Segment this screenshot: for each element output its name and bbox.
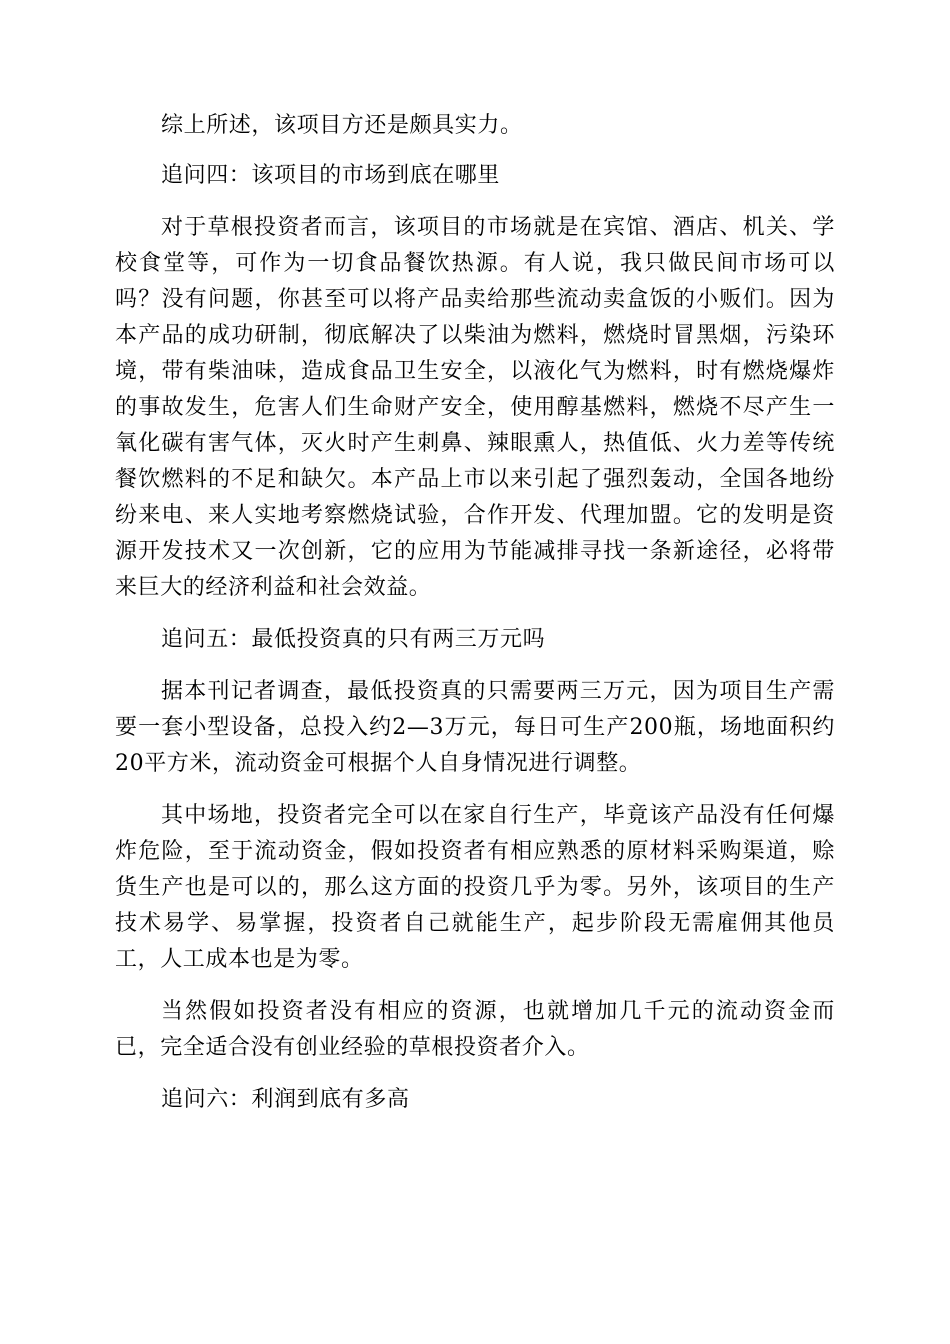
paragraph-investment: 据本刊记者调查，最低投资真的只需要两三万元，因为项目生产需要一套小型设备，总投入约2—3万元，每日可生产200瓶，场地面积约20平方米，流动资金可根据个人自身情况进行调整。: [115, 679, 835, 776]
heading-question-four: 追问四：该项目的市场到底在哪里: [161, 163, 501, 188]
paragraph-venue-capital: 其中场地，投资者完全可以在家自行生产，毕竟该产品没有任何爆炸危险，至于流动资金，假如投资者有相应熟悉的原材料采购渠道，赊货生产也是可以的，那么这方面的投资几乎为零。另外，该项目的生产技术易学、易掌握，投资者自己就能生产，起步阶段无需雇佣其他员工，人工成本也是为零。: [115, 803, 835, 972]
document-page: [115, 108, 835, 1118]
paragraph-summary: 综上所述，该项目方还是颇具实力。: [161, 113, 523, 138]
heading-question-six: 追问六：利润到底有多高: [161, 1087, 410, 1112]
paragraph-market: 对于草根投资者而言，该项目的市场就是在宾馆、酒店、机关、学校食堂等，可作为一切食品餐饮热源。有人说，我只做民间市场可以吗？没有问题，你甚至可以将产品卖给那些流动卖盒饭的小贩们。因为本产品的成功研制，彻底解决了以柴油为燃料，燃烧时冒黑烟，污染环境，带有柴油味，造成食品卫生安全，以液化气为燃料，时有燃烧爆炸的事故发生，危害人们生命财产安全，使用醇基燃料，燃烧不尽产生一氧化碳有害气体，灭火时产生刺鼻、辣眼熏人，热值低、火力差等传统餐饮燃料的不足和缺欠。本产品上市以来引起了强烈轰动，全国各地纷纷来电、来人实地考察燃烧试验，合作开发、代理加盟。它的发明是资源开发技术又一次创新，它的应用为节能减排寻找一条新途径，必将带来巨大的经济利益和社会效益。: [115, 215, 835, 600]
paragraph-resources: 当然假如投资者没有相应的资源，也就增加几千元的流动资金而已，完全适合没有创业经验的草根投资者介入。: [115, 999, 835, 1060]
heading-question-five: 追问五：最低投资真的只有两三万元吗: [161, 627, 546, 652]
